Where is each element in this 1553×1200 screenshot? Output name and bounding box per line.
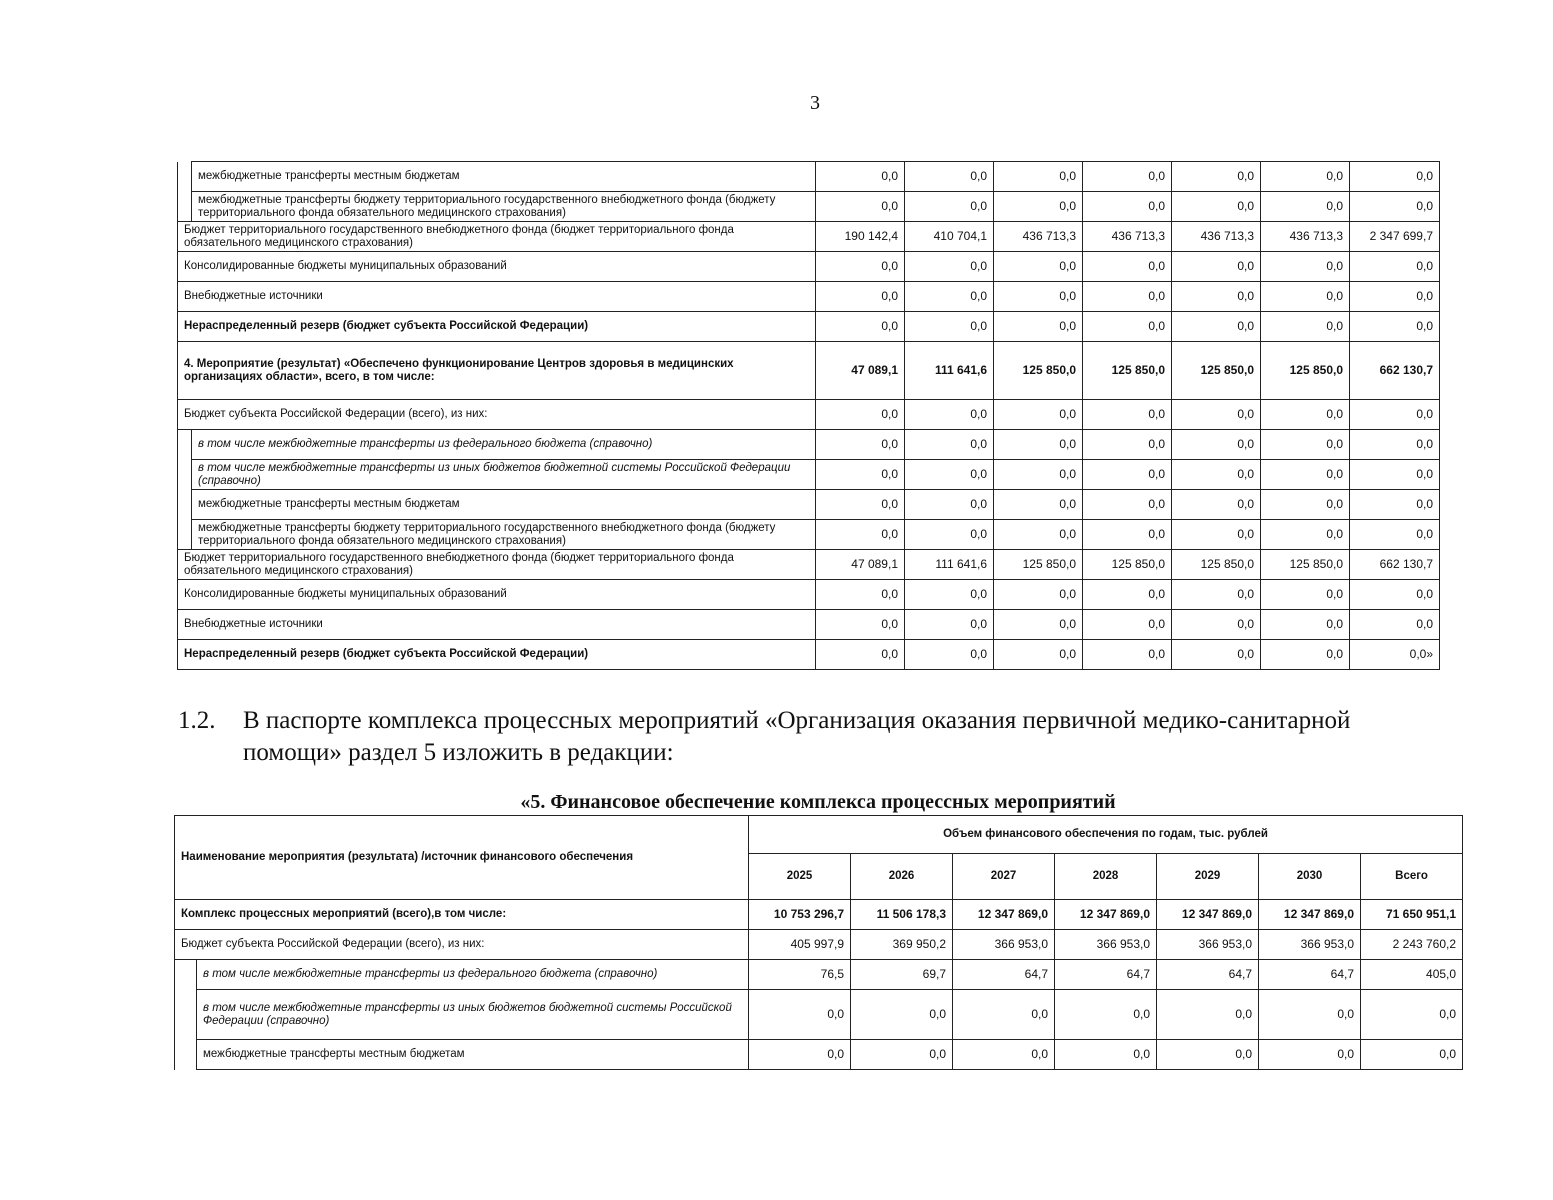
value-cell: 0,0 bbox=[994, 252, 1083, 282]
value-cell: 0,0 bbox=[1350, 430, 1440, 460]
value-cell: 0,0 bbox=[1172, 460, 1261, 490]
value-cell: 0,0 bbox=[1083, 640, 1172, 670]
value-cell: 0,0 bbox=[1172, 520, 1261, 550]
value-cell: 190 142,4 bbox=[816, 222, 905, 252]
row-label: в том числе межбюджетные трансферты из федерального бюджета (справочно) bbox=[192, 430, 816, 460]
section-title: «5. Финансовое обеспечение комплекса процессных мероприятий bbox=[520, 791, 1116, 813]
value-cell: 0,0 bbox=[1261, 430, 1350, 460]
value-cell: 366 953,0 bbox=[1157, 930, 1259, 960]
value-cell: 0,0 bbox=[816, 400, 905, 430]
value-cell: 125 850,0 bbox=[1172, 342, 1261, 400]
value-cell: 0,0 bbox=[816, 580, 905, 610]
value-cell: 366 953,0 bbox=[1055, 930, 1157, 960]
table-row bbox=[178, 252, 1440, 282]
value-cell: 0,0 bbox=[1172, 430, 1261, 460]
value-cell: 0,0 bbox=[1259, 990, 1361, 1040]
value-cell: 0,0 bbox=[1083, 400, 1172, 430]
value-cell: 69,7 bbox=[851, 960, 953, 990]
value-cell: 0,0 bbox=[1172, 192, 1261, 222]
value-cell: 0,0» bbox=[1350, 640, 1440, 670]
value-cell: 125 850,0 bbox=[994, 342, 1083, 400]
value-cell: 0,0 bbox=[905, 162, 994, 192]
value-cell: 0,0 bbox=[1259, 1040, 1361, 1070]
value-cell: 0,0 bbox=[1172, 490, 1261, 520]
value-cell: 0,0 bbox=[1261, 312, 1350, 342]
value-cell: 12 347 869,0 bbox=[1259, 900, 1361, 930]
value-cell: 0,0 bbox=[1083, 282, 1172, 312]
row-label: Нераспределенный резерв (бюджет субъекта Российской Федерации) bbox=[178, 312, 816, 342]
row-label: в том числе межбюджетные трансферты из иных бюджетов бюджетной системы Российской Федерации (справочно) bbox=[192, 460, 816, 490]
table-row bbox=[178, 162, 1440, 192]
value-cell: 0,0 bbox=[994, 282, 1083, 312]
value-cell: 0,0 bbox=[1157, 990, 1259, 1040]
value-cell: 0,0 bbox=[1083, 430, 1172, 460]
indent-cell bbox=[178, 430, 192, 460]
table-row bbox=[175, 930, 1463, 960]
value-cell: 0,0 bbox=[1083, 192, 1172, 222]
row-label: в том числе межбюджетные трансферты из федерального бюджета (справочно) bbox=[197, 960, 749, 990]
value-cell: 0,0 bbox=[1261, 520, 1350, 550]
value-cell: 0,0 bbox=[905, 490, 994, 520]
table-row bbox=[178, 520, 1440, 550]
value-cell: 0,0 bbox=[749, 1040, 851, 1070]
value-cell: 0,0 bbox=[905, 312, 994, 342]
indent-cell bbox=[178, 162, 192, 192]
value-cell: 0,0 bbox=[816, 460, 905, 490]
value-cell: 0,0 bbox=[994, 520, 1083, 550]
value-cell: 436 713,3 bbox=[1083, 222, 1172, 252]
value-cell: 0,0 bbox=[905, 520, 994, 550]
value-cell: 0,0 bbox=[816, 490, 905, 520]
value-cell: 0,0 bbox=[1083, 520, 1172, 550]
indent-cell bbox=[178, 460, 192, 490]
row-label: Бюджет субъекта Российской Федерации (всего), из них: bbox=[178, 400, 816, 430]
indent-cell bbox=[175, 1040, 197, 1070]
value-cell: 0,0 bbox=[1261, 400, 1350, 430]
value-cell: 0,0 bbox=[816, 252, 905, 282]
value-cell: 0,0 bbox=[1350, 520, 1440, 550]
value-cell: 64,7 bbox=[1055, 960, 1157, 990]
value-cell: 0,0 bbox=[1261, 282, 1350, 312]
row-label: Внебюджетные источники bbox=[178, 282, 816, 312]
table-row bbox=[178, 282, 1440, 312]
value-cell: 125 850,0 bbox=[1083, 550, 1172, 580]
table-row bbox=[178, 342, 1440, 400]
value-cell: 125 850,0 bbox=[1261, 342, 1350, 400]
table-row bbox=[178, 580, 1440, 610]
row-label: Консолидированные бюджеты муниципальных образований bbox=[178, 580, 816, 610]
row-label: межбюджетные трансферты местным бюджетам bbox=[192, 162, 816, 192]
value-cell: 0,0 bbox=[1350, 282, 1440, 312]
value-cell: 0,0 bbox=[1261, 252, 1350, 282]
row-label: Бюджет территориального государственного внебюджетного фонда (бюджет территориального фонда обязательного медицинского страхования) bbox=[178, 550, 816, 580]
value-cell: 662 130,7 bbox=[1350, 550, 1440, 580]
table-row bbox=[175, 900, 1463, 930]
value-cell: 0,0 bbox=[1350, 400, 1440, 430]
value-cell: 0,0 bbox=[1261, 640, 1350, 670]
value-cell: 10 753 296,7 bbox=[749, 900, 851, 930]
value-cell: 0,0 bbox=[816, 162, 905, 192]
value-cell: 0,0 bbox=[816, 430, 905, 460]
value-cell: 366 953,0 bbox=[953, 930, 1055, 960]
value-cell: 125 850,0 bbox=[994, 550, 1083, 580]
value-cell: 2 347 699,7 bbox=[1350, 222, 1440, 252]
value-cell: 0,0 bbox=[1350, 192, 1440, 222]
row-label: межбюджетные трансферты бюджету территориального государственного внебюджетного фонда (бюджету территориального фонда обязательного медицинского страхования) bbox=[192, 192, 816, 222]
year-header: 2027 bbox=[953, 854, 1055, 900]
row-label: Бюджет территориального государственного внебюджетного фонда (бюджет территориального фонда обязательного медицинского страхования) bbox=[178, 222, 816, 252]
value-cell: 0,0 bbox=[1350, 252, 1440, 282]
row-label: межбюджетные трансферты местным бюджетам bbox=[192, 490, 816, 520]
value-cell: 0,0 bbox=[953, 990, 1055, 1040]
value-cell: 0,0 bbox=[1172, 400, 1261, 430]
value-cell: 0,0 bbox=[1172, 580, 1261, 610]
value-cell: 0,0 bbox=[905, 252, 994, 282]
value-cell: 12 347 869,0 bbox=[1157, 900, 1259, 930]
row-label: Комплекс процессных мероприятий (всего),в том числе: bbox=[175, 900, 749, 930]
value-cell: 0,0 bbox=[816, 192, 905, 222]
value-cell: 0,0 bbox=[1361, 1040, 1463, 1070]
value-cell: 0,0 bbox=[1172, 610, 1261, 640]
year-header: 2029 bbox=[1157, 854, 1259, 900]
page-number: 3 bbox=[810, 92, 820, 114]
value-cell: 111 641,6 bbox=[905, 550, 994, 580]
value-cell: 0,0 bbox=[905, 192, 994, 222]
table-row bbox=[178, 430, 1440, 460]
value-cell: 0,0 bbox=[1350, 580, 1440, 610]
value-cell: 0,0 bbox=[816, 640, 905, 670]
value-cell: 0,0 bbox=[994, 430, 1083, 460]
value-cell: 0,0 bbox=[1350, 162, 1440, 192]
row-label: Внебюджетные источники bbox=[178, 610, 816, 640]
year-header: 2025 bbox=[749, 854, 851, 900]
row-label: Консолидированные бюджеты муниципальных образований bbox=[178, 252, 816, 282]
value-cell: 369 950,2 bbox=[851, 930, 953, 960]
table-row bbox=[178, 550, 1440, 580]
value-cell: 12 347 869,0 bbox=[953, 900, 1055, 930]
value-cell: 662 130,7 bbox=[1350, 342, 1440, 400]
financing-table-section-5 bbox=[174, 815, 1463, 1070]
value-cell: 64,7 bbox=[953, 960, 1055, 990]
value-cell: 0,0 bbox=[1172, 312, 1261, 342]
value-cell: 0,0 bbox=[1055, 1040, 1157, 1070]
row-label: Нераспределенный резерв (бюджет субъекта Российской Федерации) bbox=[178, 640, 816, 670]
value-cell: 0,0 bbox=[905, 282, 994, 312]
year-header: 2028 bbox=[1055, 854, 1157, 900]
value-cell: 0,0 bbox=[1261, 162, 1350, 192]
year-header: 2026 bbox=[851, 854, 953, 900]
value-cell: 0,0 bbox=[1172, 252, 1261, 282]
value-cell: 436 713,3 bbox=[994, 222, 1083, 252]
value-cell: 0,0 bbox=[994, 162, 1083, 192]
paragraph-line-1: В паспорте комплекса процессных мероприятий «Организация оказания первичной медико-санитарной bbox=[243, 707, 1351, 734]
year-header: Всего bbox=[1361, 854, 1463, 900]
value-cell: 0,0 bbox=[994, 400, 1083, 430]
amendment-paragraph bbox=[178, 705, 1446, 769]
value-cell: 0,0 bbox=[816, 282, 905, 312]
value-cell: 12 347 869,0 bbox=[1055, 900, 1157, 930]
paragraph-number: 1.2. bbox=[178, 707, 216, 734]
value-cell: 0,0 bbox=[1172, 282, 1261, 312]
value-cell: 0,0 bbox=[1157, 1040, 1259, 1070]
value-cell: 0,0 bbox=[1083, 490, 1172, 520]
table-row bbox=[175, 960, 1463, 990]
table-row bbox=[178, 312, 1440, 342]
value-cell: 0,0 bbox=[994, 312, 1083, 342]
value-cell: 64,7 bbox=[1259, 960, 1361, 990]
row-label: межбюджетные трансферты местным бюджетам bbox=[197, 1040, 749, 1070]
value-cell: 0,0 bbox=[816, 610, 905, 640]
table-row bbox=[178, 640, 1440, 670]
value-cell: 125 850,0 bbox=[1261, 550, 1350, 580]
value-cell: 0,0 bbox=[1350, 460, 1440, 490]
row-label: 4. Мероприятие (результат) «Обеспечено функционирование Центров здоровья в медицинских организациях области», всего, в том числе: bbox=[178, 342, 816, 400]
indent-cell bbox=[178, 490, 192, 520]
value-cell: 436 713,3 bbox=[1261, 222, 1350, 252]
table-row bbox=[178, 490, 1440, 520]
column-header-name: Наименование мероприятия (результата) /источник финансового обеспечения bbox=[175, 816, 749, 900]
value-cell: 0,0 bbox=[1261, 192, 1350, 222]
value-cell: 0,0 bbox=[1350, 312, 1440, 342]
value-cell: 0,0 bbox=[1261, 610, 1350, 640]
paragraph-line-2: помощи» раздел 5 изложить в редакции: bbox=[243, 739, 674, 766]
value-cell: 0,0 bbox=[816, 312, 905, 342]
value-cell: 0,0 bbox=[1261, 490, 1350, 520]
value-cell: 125 850,0 bbox=[1083, 342, 1172, 400]
value-cell: 0,0 bbox=[1261, 460, 1350, 490]
value-cell: 405 997,9 bbox=[749, 930, 851, 960]
value-cell: 405,0 bbox=[1361, 960, 1463, 990]
indent-cell bbox=[178, 520, 192, 550]
value-cell: 64,7 bbox=[1157, 960, 1259, 990]
value-cell: 76,5 bbox=[749, 960, 851, 990]
value-cell: 0,0 bbox=[994, 640, 1083, 670]
value-cell: 0,0 bbox=[1172, 640, 1261, 670]
value-cell: 0,0 bbox=[1055, 990, 1157, 1040]
value-cell: 0,0 bbox=[851, 1040, 953, 1070]
value-cell: 0,0 bbox=[816, 520, 905, 550]
value-cell: 410 704,1 bbox=[905, 222, 994, 252]
table-row bbox=[178, 192, 1440, 222]
value-cell: 0,0 bbox=[905, 610, 994, 640]
table-row bbox=[175, 1040, 1463, 1070]
value-cell: 0,0 bbox=[953, 1040, 1055, 1070]
value-cell: 0,0 bbox=[1083, 312, 1172, 342]
value-cell: 71 650 951,1 bbox=[1361, 900, 1463, 930]
table-row bbox=[178, 400, 1440, 430]
value-cell: 0,0 bbox=[905, 430, 994, 460]
value-cell: 0,0 bbox=[1350, 490, 1440, 520]
value-cell: 366 953,0 bbox=[1259, 930, 1361, 960]
value-cell: 0,0 bbox=[905, 400, 994, 430]
value-cell: 0,0 bbox=[1350, 610, 1440, 640]
value-cell: 0,0 bbox=[1361, 990, 1463, 1040]
value-cell: 0,0 bbox=[905, 640, 994, 670]
value-cell: 0,0 bbox=[1083, 580, 1172, 610]
value-cell: 47 089,1 bbox=[816, 342, 905, 400]
value-cell: 0,0 bbox=[749, 990, 851, 1040]
value-cell: 0,0 bbox=[1261, 580, 1350, 610]
value-cell: 0,0 bbox=[994, 192, 1083, 222]
value-cell: 125 850,0 bbox=[1172, 550, 1261, 580]
value-cell: 0,0 bbox=[1083, 610, 1172, 640]
year-header: 2030 bbox=[1259, 854, 1361, 900]
value-cell: 0,0 bbox=[1083, 252, 1172, 282]
value-cell: 0,0 bbox=[905, 580, 994, 610]
value-cell: 0,0 bbox=[851, 990, 953, 1040]
value-cell: 0,0 bbox=[994, 460, 1083, 490]
row-label: в том числе межбюджетные трансферты из иных бюджетов бюджетной системы Российской Федерации (справочно) bbox=[197, 990, 749, 1040]
row-label: межбюджетные трансферты бюджету территориального государственного внебюджетного фонда (бюджету территориального фонда обязательного медицинского страхования) bbox=[192, 520, 816, 550]
value-cell: 111 641,6 bbox=[905, 342, 994, 400]
indent-cell bbox=[175, 990, 197, 1040]
financing-table-continued bbox=[177, 161, 1440, 670]
table-row bbox=[178, 460, 1440, 490]
value-cell: 0,0 bbox=[1083, 460, 1172, 490]
value-cell: 47 089,1 bbox=[816, 550, 905, 580]
value-cell: 0,0 bbox=[1172, 162, 1261, 192]
value-cell: 0,0 bbox=[1083, 162, 1172, 192]
value-cell: 436 713,3 bbox=[1172, 222, 1261, 252]
column-header-volume: Объем финансового обеспечения по годам, тыс. рублей bbox=[749, 816, 1463, 854]
table-row bbox=[178, 222, 1440, 252]
value-cell: 11 506 178,3 bbox=[851, 900, 953, 930]
value-cell: 0,0 bbox=[994, 610, 1083, 640]
table-row bbox=[178, 610, 1440, 640]
value-cell: 0,0 bbox=[994, 580, 1083, 610]
value-cell: 0,0 bbox=[994, 490, 1083, 520]
value-cell: 2 243 760,2 bbox=[1361, 930, 1463, 960]
table-row bbox=[175, 990, 1463, 1040]
row-label: Бюджет субъекта Российской Федерации (всего), из них: bbox=[175, 930, 749, 960]
value-cell: 0,0 bbox=[905, 460, 994, 490]
indent-cell bbox=[178, 192, 192, 222]
indent-cell bbox=[175, 960, 197, 990]
